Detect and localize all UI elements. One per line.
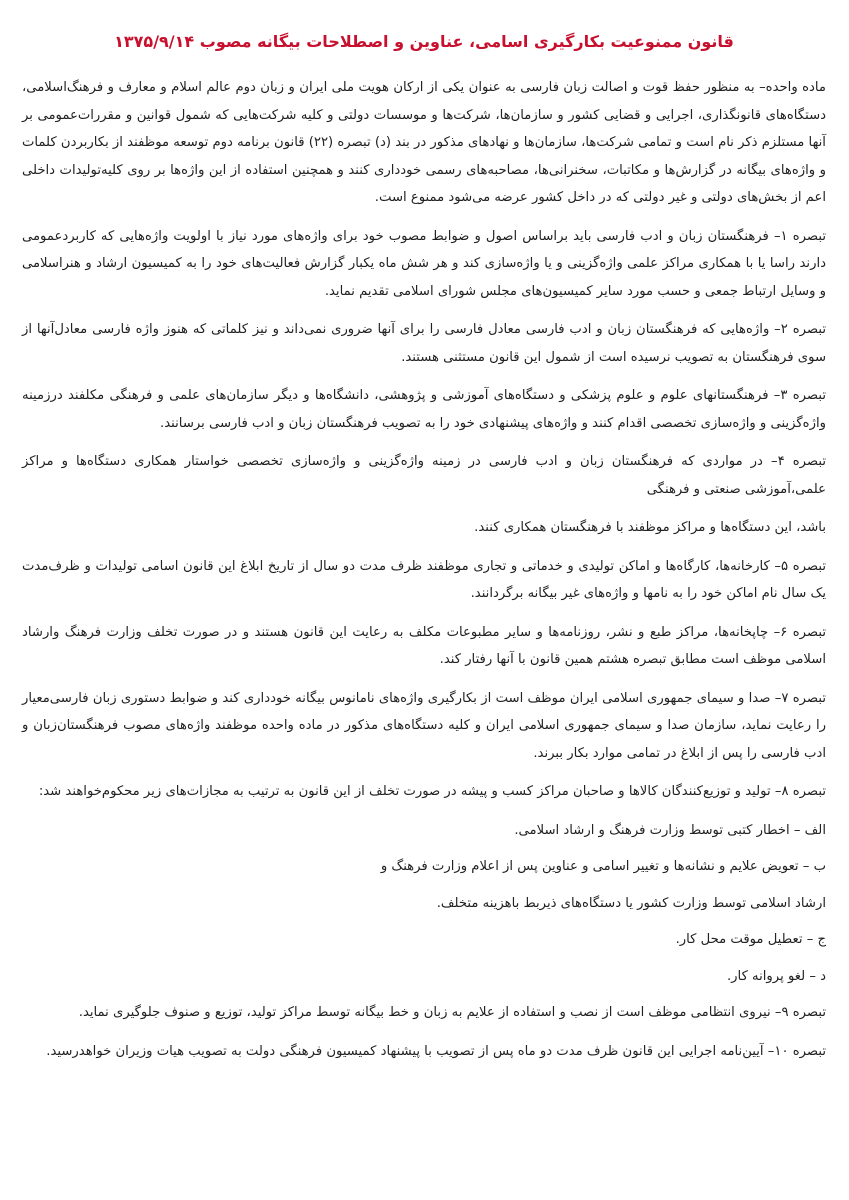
note-10-paragraph: تبصره ۱۰– آیین‌نامه اجرایی این قانون ظرف مدت دو ماه پس از تصویب با پیشنهاد کمیسیون فرهنگی دولت به تصویب هیات وزیران خواهدرسید. <box>46 1043 826 1059</box>
penalty-item-a: الف – اخطار کتبی توسط وزارت فرهنگ و ارشاد اسلامی. <box>514 822 826 838</box>
document-title: قانون ممنوعیت بکارگیری اسامی، عناوین و اصطلاحات بیگانه مصوب ۱۳۷۵/۹/۱۴ <box>114 32 734 51</box>
note-9-paragraph: تبصره ۹– نیروی انتظامی موظف است از نصب و استفاده از علایم به زبان و خط بیگانه توسط مراکز تولید، توزیع و صنوف جلوگیری نماید. <box>78 1005 826 1020</box>
note-8-paragraph: تبصره ۸– تولید و توزیع‌کنندگان کالاها و صاحبان مراکز کسب و پیشه در صورت تخلف از این قانون به ترتیب به مجازات‌های زیر محکوم‌خواهند شد: <box>38 784 826 799</box>
note-2-paragraph: تبصره ۲– واژه‌هایی که فرهنگستان زبان و ادب فارسی معادل فارسی را برای آنها ضروری نمی‌داند و نیز کلماتی که هنوز واژه فارسی معادل‌آنها از سوی فرهنگستان به تصویب نرسیده است از شمول این قانون مستثنی هستند. <box>22 322 827 365</box>
note-3-paragraph: تبصره ۳– فرهنگستانهای علوم و علوم پزشکی و دستگاه‌های آموزشی و پژوهشی، دانشگاه‌ها و دیگر سازمان‌های علمی و فرهنگی مکلفند درزمینه واژه‌گزینی و واژه‌سازی تخصصی اقدام کنند و واژه‌های پیشنهادی خود را به تصویب فرهنگستان زبان و ادب فارسی برسانند. <box>22 388 826 431</box>
note-6-paragraph: تبصره ۶– چاپخانه‌ها، مراکز طبع و نشر، روزنامه‌ها و سایر مطبوعات مکلف به رعایت این قانون هستند و در صورت تخلف وزارت فرهنگ وارشاد اسلامی موظف است مطابق تبصره هشتم همین قانون با آنها رفتار کند. <box>22 624 826 667</box>
note-1-paragraph: تبصره ۱– فرهنگستان زبان و ادب فارسی باید براساس اصول و ضوابط مصوب خود برای واژه‌های مورد نیاز با اولویت واژه‌هایی که کاربردعمومی دارند راسا یا با همکاری مراکز علمی واژه‌گزینی و یا واژه‌سازی کند و هر شش ماه یکبار گزارش فعالیت‌های خود را به کمیسیون ارشاد و هنراسلامی و وسایل ارتباط جمعی و حسب مورد سایر کمیسیون‌های مجلس شورای اسلامی تقدیم نماید. <box>22 228 826 299</box>
note-5-paragraph: تبصره ۵– کارخانه‌ها، کارگاه‌ها و اماکن تولیدی و خدماتی و تجاری موظفند ظرف مدت دو سال از تاریخ ابلاغ این قانون اسامی تولیدات و ظرف‌مدت یک سال نام اماکن خود را به نامها و واژه‌های غیر بیگانه برگردانند. <box>22 558 827 601</box>
note-7-paragraph: تبصره ۷– صدا و سیمای جمهوری اسلامی ایران موظف است از بکارگیری واژه‌های نامانوس بیگانه خودداری کند و ضوابط دستوری زبان فارسی‌معیار را رعایت نماید، سازمان صدا و سیمای جمهوری اسلامی ایران و کلیه دستگاه‌های مذکور در ماده واحده موظفند واژه‌های مصوب فرهنگستان‌زبان و ادب فارسی را پس از ابلاغ در تمامی موارد بکار ببرند. <box>22 690 826 761</box>
note-4-continuation: باشد، این دستگاه‌ها و مراکز موظفند با فرهنگستان همکاری کنند. <box>474 520 826 535</box>
note-4-paragraph: تبصره ۴– در مواردی که فرهنگستان زبان و ادب فارسی در زمینه واژه‌گزینی و واژه‌سازی تخصصی خواستار همکاری دستگاه‌ها و مراکز علمی،آموزشی صنعتی و فرهنگی <box>22 454 826 497</box>
penalty-item-c: ج – تعطیل موقت محل کار. <box>675 932 826 947</box>
penalty-item-b-continuation: ارشاد اسلامی توسط وزارت کشور یا دستگاه‌های ذیربط باهزینه متخلف. <box>436 895 826 911</box>
single-article-paragraph: ماده واحده– به منظور حفظ قوت و اصالت زبان فارسی به عنوان یکی از ارکان هویت ملی ایران و زبان دوم عالم اسلام و معارف و فرهنگ‌اسلامی، دستگاه‌های قانونگذاری، اجرایی و قضایی کشور و سازمان‌ها، شرکت‌ها و موسسات دولتی و کلیه شرکت‌هایی که شمول قوانین و مقررات‌عمومی بر آنها مستلزم ذکر نام است و تمامی شرکت‌ها، سازمان‌ها و نهادهای مذکور در بند (د) تبصره (۲۲) قانون برنامه دوم توسعه موظفند از بکاربردن کلمات و واژه‌های بیگانه در گزارش‌ها و مکاتبات، سخنرانی‌ها، مصاحبه‌های رسمی خودداری کنند و همچنین استفاده از این واژه‌ها بر روی کلیه‌تولیدات داخلی اعم از بخش‌های دولتی و غیر دولتی که در داخل کشور عرضه می‌شود ممنوع است. <box>22 80 826 205</box>
penalty-item-b: ب – تعویض علایم و نشانه‌ها و تغییر اسامی و عناوین پس از اعلام وزارت فرهنگ و <box>380 859 826 874</box>
penalty-item-d: د – لغو پروانه کار. <box>726 968 826 984</box>
